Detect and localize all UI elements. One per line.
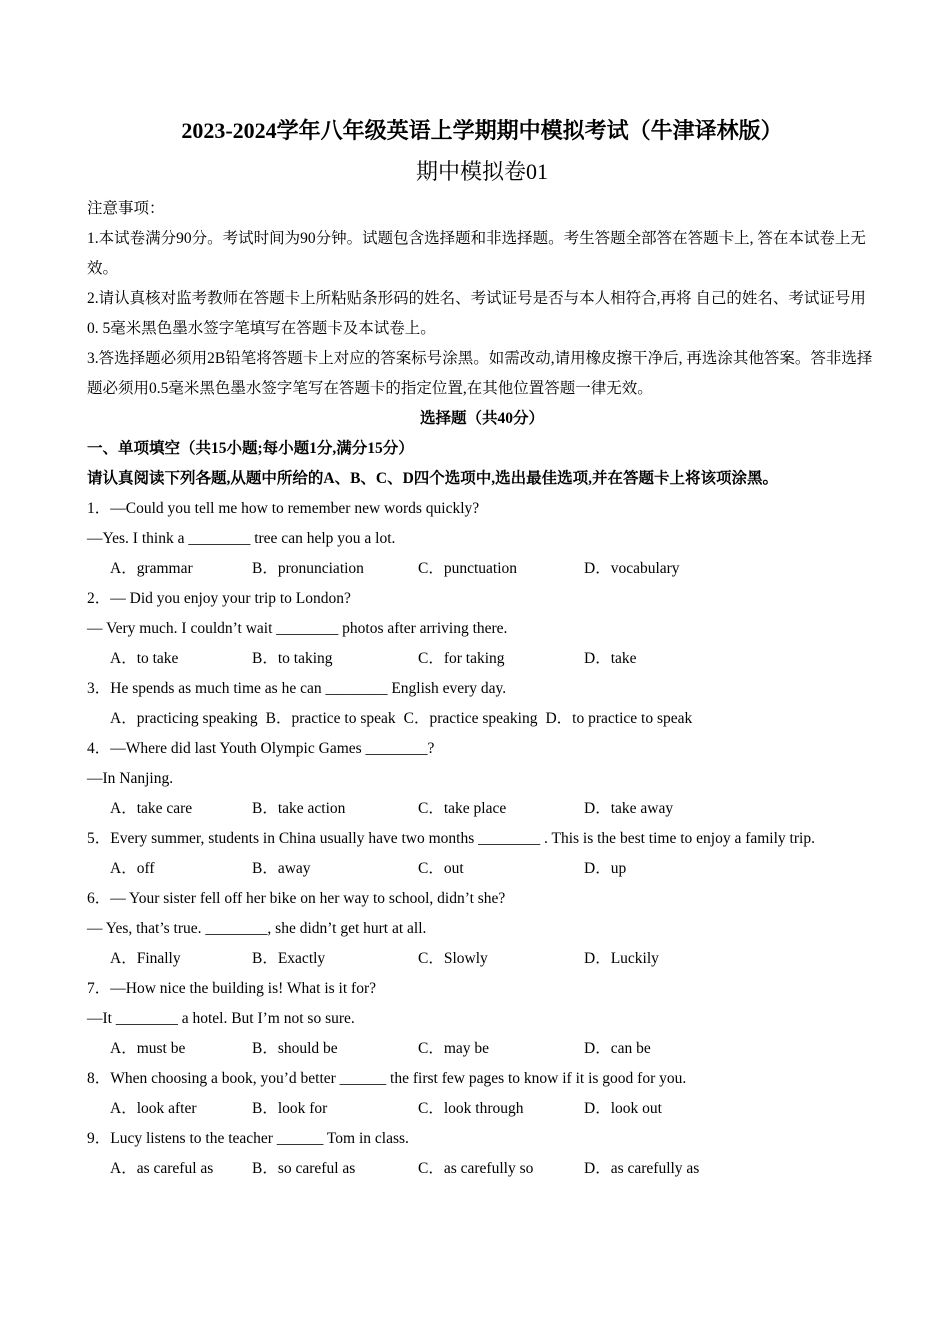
option-c: C．may be <box>418 1040 490 1057</box>
exam-title: 2023-2024学年八年级英语上学期期中模拟考试（牛津译林版） <box>181 118 783 143</box>
exam-subtitle: 期中模拟卷01 <box>415 159 548 184</box>
question <box>87 584 877 674</box>
question-stem: —Yes. I think a ________ tree can help you a lot. <box>87 530 396 547</box>
option-b: B．so careful as <box>252 1160 356 1177</box>
question <box>87 674 877 734</box>
question <box>87 1064 877 1124</box>
option-d: D．as carefully as <box>584 1160 700 1177</box>
question-stem: — Yes, that’s true. ________, she didn’t get hurt at all. <box>87 920 427 937</box>
question-stem: 9．Lucy listens to the teacher ______ Tom in class. <box>87 1130 409 1147</box>
options-row <box>87 554 877 584</box>
question-stem: 1．—Could you tell me how to remember new words quickly? <box>87 500 480 517</box>
option-c: C．take place <box>418 800 507 817</box>
option-b: B．look for <box>252 1100 328 1117</box>
options-row <box>87 944 877 974</box>
question <box>87 974 877 1064</box>
question-stem: —It ________ a hotel. But I’m not so sure. <box>87 1010 355 1027</box>
note-3: 3.答选择题必须用2B铅笔将答题卡上对应的答案标号涂黑。如需改动,请用橡皮擦干净后, 再选涂其他答案。答非选择题必须用0.5毫米黑色墨水签字笔写在答题卡的指定位置,在其他位置答题一律无效。 <box>87 350 873 397</box>
question-stem: — Very much. I couldn’t wait ________ photos after arriving there. <box>87 620 508 637</box>
option-a: A．grammar <box>110 560 193 577</box>
question-stem: 6．— Your sister fell off her bike on her way to school, didn’t she? <box>87 890 506 907</box>
option-b: B．take action <box>252 800 346 817</box>
question <box>87 884 877 974</box>
question-stem: 4．—Where did last Youth Olympic Games ________? <box>87 740 435 757</box>
part-heading: 一、单项填空（共15小题;每小题1分,满分15分） <box>87 440 414 457</box>
option-d: D．to practice to speak <box>545 710 693 727</box>
option-b: B．away <box>252 860 311 877</box>
option-d: D．look out <box>584 1100 662 1117</box>
option-d: D．take <box>584 650 637 667</box>
option-c: C．for taking <box>418 650 505 667</box>
question-stem: 5．Every summer, students in China usually have two months ________ . This is the best time to enjoy a family trip. <box>87 830 815 847</box>
question-stem: 7．—How nice the building is! What is it for? <box>87 980 376 997</box>
note-1: 1.本试卷满分90分。考试时间为90分钟。试题包含选择题和非选择题。考生答题全部答在答题卡上, 答在本试卷上无效。 <box>87 230 866 277</box>
question <box>87 824 877 884</box>
section-heading: 选择题（共40分） <box>419 410 544 427</box>
option-c: C．as carefully so <box>418 1160 534 1177</box>
note-2: 2.请认真核对监考教师在答题卡上所粘贴条形码的姓名、考试证号是否与本人相符合,再将 自己的姓名、考试证号用0. 5毫米黑色墨水签字笔填写在答题卡及本试卷上。 <box>87 290 866 337</box>
exam-page <box>87 112 877 1184</box>
question <box>87 494 877 584</box>
option-b: B．pronunciation <box>252 560 364 577</box>
question-stem: 8．When choosing a book, you’d better ______ the first few pages to know if it is good for you. <box>87 1070 687 1087</box>
option-c: C．out <box>418 860 464 877</box>
option-a: A．as careful as <box>110 1160 214 1177</box>
option-a: A．take care <box>110 800 193 817</box>
option-b: B．Exactly <box>252 950 326 967</box>
option-d: D．can be <box>584 1040 651 1057</box>
question <box>87 1124 877 1184</box>
options-row <box>87 644 877 674</box>
option-b: B．to taking <box>252 650 333 667</box>
notes-heading: 注意事项： <box>87 200 165 217</box>
part-instruction: 请认真阅读下列各题,从题中所给的A、B、C、D四个选项中,选出最佳选项,并在答题卡上将该项涂黑。 <box>87 470 779 487</box>
option-a: A．off <box>110 860 155 877</box>
option-b: B．practice to speak <box>265 710 396 727</box>
options-row <box>87 1094 877 1124</box>
option-c: C．Slowly <box>418 950 488 967</box>
option-a: A．to take <box>110 650 179 667</box>
options-row <box>87 854 877 884</box>
option-c: C．look through <box>418 1100 524 1117</box>
options-row <box>87 1154 877 1184</box>
options-row <box>87 794 877 824</box>
option-b: B．should be <box>252 1040 338 1057</box>
question <box>87 734 877 824</box>
option-a: A．Finally <box>110 950 181 967</box>
option-a: A．must be <box>110 1040 186 1057</box>
options-row <box>87 704 877 734</box>
option-a: A．practicing speaking <box>110 710 258 727</box>
option-c: C．punctuation <box>418 560 518 577</box>
question-stem: —In Nanjing. <box>87 770 174 787</box>
option-d: D．vocabulary <box>584 560 680 577</box>
option-a: A．look after <box>110 1100 197 1117</box>
question-stem: 3．He spends as much time as he can ________ English every day. <box>87 680 507 697</box>
option-c: C．practice speaking <box>403 710 538 727</box>
option-d: D．up <box>584 860 627 877</box>
option-d: D．take away <box>584 800 674 817</box>
options-row <box>87 1034 877 1064</box>
option-d: D．Luckily <box>584 950 659 967</box>
question-stem: 2．— Did you enjoy your trip to London? <box>87 590 351 607</box>
